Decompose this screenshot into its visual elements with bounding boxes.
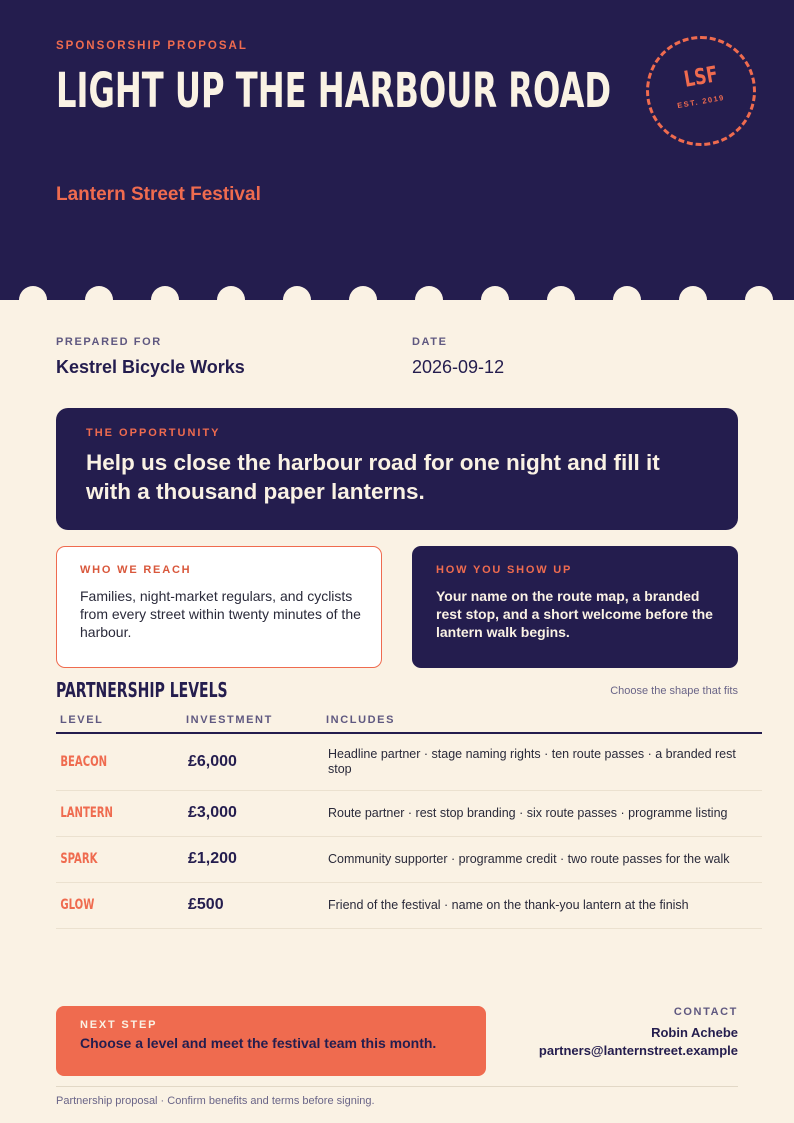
scallop-dot <box>613 286 641 314</box>
next-step-text: Choose a level and meet the festival team this month. <box>80 1035 437 1051</box>
opportunity-panel <box>56 408 738 530</box>
scallop-dot <box>415 286 443 314</box>
date-value: 2026-09-12 <box>412 357 505 377</box>
column-header-level: LEVEL <box>56 708 182 733</box>
level-investment: £1,200 <box>182 836 322 882</box>
level-name: BEACON <box>60 753 108 770</box>
festival-name: Lantern Street Festival <box>56 184 261 205</box>
prepared-for-label: PREPARED FOR <box>56 336 162 348</box>
level-name: SPARK <box>60 851 98 867</box>
level-includes: Headline partner · stage naming rights · ten route passes · a branded rest stop <box>322 733 762 790</box>
seal-initials: LSF <box>682 62 720 93</box>
scallop-dot <box>283 286 311 314</box>
page-title: LIGHT UP THE HARBOUR ROAD <box>56 63 612 119</box>
level-name: LANTERN <box>60 805 113 821</box>
scallop-dot <box>481 286 509 314</box>
proposal-eyebrow: SPONSORSHIP PROPOSAL <box>56 40 248 52</box>
level-includes: Route partner · rest stop branding · six route passes · programme listing <box>322 790 762 836</box>
how-you-show-up-label: HOW YOU SHOW UP <box>436 564 573 576</box>
level-name-cell <box>56 733 182 790</box>
table-row <box>56 733 762 790</box>
level-name-cell <box>56 790 182 836</box>
contact-name: Robin Achebe <box>651 1025 738 1040</box>
date-label: DATE <box>412 336 448 348</box>
partnership-levels-table <box>56 708 762 929</box>
how-you-show-up-text: Your name on the route map, a branded rest stop, and a short welcome before the lantern walk begins. <box>436 588 713 640</box>
prepared-for-value: Kestrel Bicycle Works <box>56 357 245 377</box>
table-row <box>56 790 762 836</box>
how-you-show-up-card <box>412 546 738 668</box>
who-we-reach-text: Families, night-market regulars, and cyclists from every street within twenty minutes of the harbour. <box>80 588 361 640</box>
contact-label: CONTACT <box>673 1006 738 1018</box>
next-step-label: NEXT STEP <box>80 1019 158 1031</box>
table-row <box>56 836 762 882</box>
column-header-investment: INVESTMENT <box>182 708 322 733</box>
footer-note: Partnership proposal · Confirm benefits and terms before signing. <box>56 1095 375 1107</box>
opportunity-label: THE OPPORTUNITY <box>86 427 221 439</box>
level-investment: £3,000 <box>182 790 322 836</box>
table-header-row <box>56 708 762 733</box>
scallop-dot <box>217 286 245 314</box>
scallop-dot <box>349 286 377 314</box>
table-row <box>56 882 762 928</box>
level-includes: Friend of the festival · name on the thank-you lantern at the finish <box>322 882 762 928</box>
partnership-levels-title: PARTNERSHIP LEVELS <box>56 678 228 702</box>
scallop-dot <box>679 286 707 314</box>
level-name: GLOW <box>60 897 95 913</box>
contact-email[interactable]: partners@lanternstreet.example <box>538 1043 738 1058</box>
level-includes: Community supporter · programme credit · two route passes for the walk <box>322 836 762 882</box>
opportunity-text: Help us close the harbour road for one night and fill it with a thousand paper lanterns. <box>86 450 660 504</box>
scallop-dot <box>85 286 113 314</box>
seal-established: EST. 2019 <box>676 92 726 111</box>
header-banner <box>0 0 794 300</box>
level-name-cell <box>56 882 182 928</box>
who-we-reach-label: WHO WE REACH <box>80 564 192 576</box>
footer-divider <box>56 1086 738 1087</box>
scallop-dot <box>151 286 179 314</box>
scallop-dot <box>19 286 47 314</box>
scalloped-edge <box>0 286 794 314</box>
level-name-cell <box>56 836 182 882</box>
level-investment: £6,000 <box>182 733 322 790</box>
column-header-includes: INCLUDES <box>322 708 762 733</box>
who-we-reach-card <box>56 546 382 668</box>
scallop-dot <box>745 286 773 314</box>
partnership-levels-note: Choose the shape that fits <box>610 685 738 697</box>
next-step-panel <box>56 1006 486 1076</box>
scallop-dot <box>547 286 575 314</box>
level-investment: £500 <box>182 882 322 928</box>
festival-seal <box>646 36 756 146</box>
